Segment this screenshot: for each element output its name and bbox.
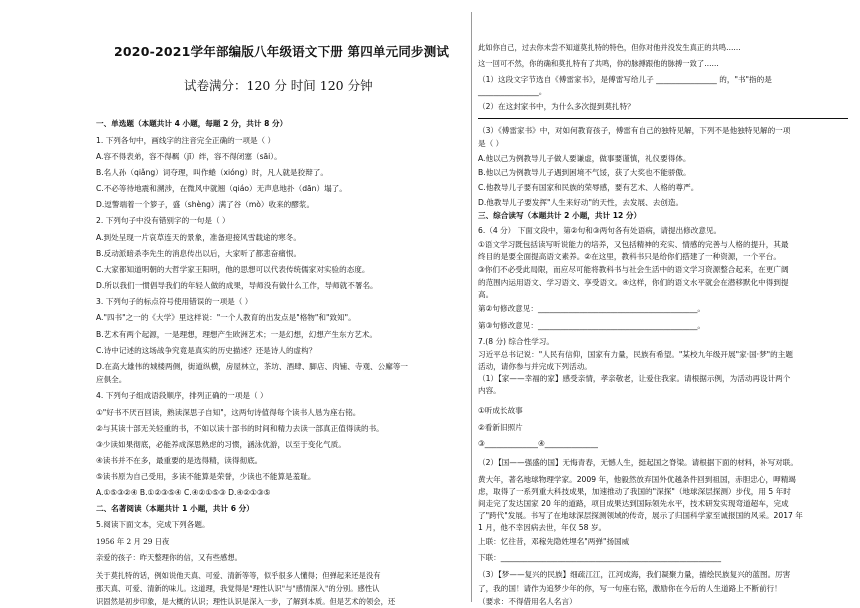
exam-subtitle: 试卷满分：120 分 时间 120 分钟 [184, 78, 373, 93]
left-line: A.容不得表弟，容不得羁（jī）绊，容不得闭塞（sāi）。 [96, 152, 282, 161]
left-line: 1. 下列各句中，画线字的注音完全正确的一项是（ ） [96, 136, 276, 145]
column-divider [471, 12, 472, 602]
right-line: ①听成长故事 [478, 406, 523, 415]
left-line: 应俱全。 [96, 375, 127, 384]
left-line: ③少读如果彻底，必能养成深思熟虑的习惯，涵泳优游，以至于变化气质。 [96, 440, 346, 449]
right-line: 这一回可不然，你的确和莫扎特有了共鸣，你的脉搏跟他的脉搏一致了…… [478, 59, 719, 68]
right-line: D.他教导儿子要发挥"人生来好动"的天性，去发展、去创造。 [478, 198, 684, 207]
right-line: ③______________④______________ [478, 439, 598, 448]
left-line: ①"好书不厌百回读，熟读深思子自知"，这两句诗值得每个读书人恳为座右铭。 [96, 408, 361, 417]
right-line: 终目的是要全面提高语文素养。②在这里，教科书只是给你们搭建了一种资源，一个平台。 [478, 252, 781, 261]
right-line: 是（ ） [478, 139, 504, 148]
left-line: A."四书"之一的《大学》里这样说："一个人教育的出发点是"格物"和"致知"。 [96, 313, 356, 322]
right-line: 黄大年，著名地球物理学家。2009 年，他毅然放弃国外优越条件回到祖国，赤胆忠心，呷精竭 [478, 475, 796, 484]
right-line: 7.(8 分) 综合性学习。 [478, 337, 554, 346]
left-line: ⑤读书原为自己受用，多读不能算是荣誉，少读也不能算是羞耻。 [96, 472, 316, 481]
right-line: （要求：不得借用名人名言） [478, 597, 577, 606]
right-line: 1 月，他不幸因病去世，年仅 58 岁。 [478, 523, 607, 532]
exam-title: 2020-2021学年部编版八年级语文下册 第四单元同步测试 [114, 44, 450, 59]
right-line: （3）《傅雷家书》中，对如何教育孩子，傅雷有自己的独特见解，下列不是他独特见解的一项 [478, 126, 791, 135]
left-line: 二、名著阅读（本题共计 1 小题，共计 6 分） [96, 504, 254, 513]
right-line: ③你们不必受此局限，而应尽可能将教科书与社会生活中的语文学习资源整合起来，在更广阔 [478, 265, 789, 274]
right-line: ②看新旧照片 [478, 423, 523, 432]
right-line: ①语文学习既包括读写听说能力的培养，又包括精神的充实、情感的完善与人格的提升，其最 [478, 240, 789, 249]
right-line: （1）这段文字节选自《傅雷家书》，是傅雷写给儿子 ________________ 的，"书"指的是 [478, 75, 772, 84]
left-line: 关于莫扎特的话，例如说他天真、可爱、清新等等，似乎很多人懂得；但弹起来还是没有 [96, 571, 381, 580]
right-line: 了"跨代"发展。书写了在地球深层探测领域的传奇，展示了归国科学家至诚报国的风采。2017 年 [478, 511, 803, 520]
right-line: （2）在这封家书中，为什么多次提到莫扎特？ [478, 102, 635, 111]
left-line: A.①⑤③②④ B.①②③⑤④ C.④②①⑤③ D.④②①③⑤ [96, 488, 271, 497]
left-line: ④读书并不在多，最重要的是选得精，读得彻底。 [96, 456, 263, 465]
right-line: （3）【梦——复兴的民族】细疏江江，江河成海，我们凝聚力量，描绘民族复兴的蓝图。厉害 [478, 570, 791, 579]
right-line: 间走完了发达国家 20 年的道路，项目成果达到国际领先水平，技术研发实现弯道超车，完成 [478, 499, 789, 508]
left-line: 3. 下列句子的标点符号使用错误的一项是（ ） [96, 297, 253, 306]
right-line: ________________。 [478, 87, 547, 96]
left-line: B.反动派暗杀李先生的消息传出以后，大家听了都悲奋痛恨。 [96, 249, 302, 258]
left-line: 5.阅读下面文本，完成下列各题。 [96, 520, 210, 529]
right-line: 第②句修改意见：__________________________________________。 [478, 304, 706, 313]
left-line: C.不必等待地震和溯涉，在微风中就翘（qiáo）无声息地扑（dān）塌了。 [96, 184, 347, 193]
left-line: 识固然是初步印象，是大概的认识；理性认识是深入一步，了解到本质。但是艺术的领会，还 [96, 597, 396, 606]
left-line: ②与其读十部无关轻重的书，不如以读十部书的时间和精力去读一部真正值得读的书。 [96, 424, 384, 433]
right-line: 的范围内运用语文、学习语文、享受语文。④这样，你们的语文水平就会在潜移默化中得到提 [478, 278, 789, 287]
left-line: 4. 下列句子组成语段顺序，排列正确的一项是（ ） [96, 391, 268, 400]
right-line: 虑，取得了一系列重大科技成果，加速推动了我国的"深探"（地球深层探测）步伐，用 5 年时 [478, 487, 791, 496]
left-line: A.到处呈现一片哀草连天的景象，准备迎接风雪载途的寒冬。 [96, 233, 301, 242]
right-line: （2）【国——强盛的国】无悔青春，无憾人生，挺起国之脊梁。请根据下面的材料，补写对联。 [478, 458, 798, 467]
right-line: 活动，请你参与并完成下列活动。 [478, 362, 592, 371]
left-line: 一、单选题（本题共计 4 小题，每题 2 分，共计 8 分） [96, 119, 288, 128]
left-line: 亲爱的孩子：昨天整理你的信，又有些感想。 [96, 553, 242, 562]
right-line: 第③句修改意见：__________________________________________。 [478, 321, 706, 330]
left-line: D.所以我们一惯倡导我们的年轻人做的成果，导师没有做什么工作，导师就不署名。 [96, 281, 378, 290]
left-line: D.在高大雄伟的城楼两侧，街道纵横，房屋林立，茶坊、酒肆、脚店、肉铺、寺观、公廨等一 [96, 362, 409, 371]
left-line: 1956 年 2 月 29 日夜 [96, 537, 170, 546]
left-line: 2. 下列句子中没有错别字的一句是（ ） [96, 216, 230, 225]
right-line: 习近平总书记说："人民有信仰，国家有力量，民族有希望。"某校九年级开展"家·国·梦"的主题 [478, 350, 793, 359]
right-line: B.他以己为例教导儿子遇到困境不气馁，获了大奖也不能骄傲。 [478, 168, 691, 177]
right-line: 6.（4 分） 下面文段中，第②句和③两句各有处语病，请提出修改意见。 [478, 226, 722, 235]
right-line: 高。 [478, 290, 494, 299]
left-line: B.名人孙（qiǎng）词夺理，叫作蜷（xióng）时，凡人就是狡辩了。 [96, 168, 328, 177]
left-line: C.大家都知道明朝的大哲学家王阳明，他的思想可以代表传统儒家对实验的态度。 [96, 265, 370, 274]
right-line: （1）【家——幸福的家】感受亲情，孝亲敬老，让爱住我家。请根据示例，为活动再设计两个 [478, 374, 791, 383]
left-line: C.诗中记述的这场战争究竟是真实的历史描述？还是诗人的虚构？ [96, 346, 317, 355]
left-line: D.逗警端着一个箩子，盛（shèng）满了谷（mò）收来的醪浆。 [96, 200, 315, 209]
right-line: 了，我的国！请作为追梦少年的你，写一句座右铭，激励你在今后的人生道路上不断前行！ [478, 584, 782, 593]
left-line: B.艺术有两个起源，一是理想，理想产生欧洲艺术；一是幻想，幻想产生东方艺术。 [96, 330, 377, 339]
left-line: 那天真、可爱、清新的味儿。这道理，我觉得是"理性认识"与"感情深入"的分别。感性认 [96, 584, 380, 593]
right-line: 上联：忆往昔，邓稼先隐姓埋名"两弹"扬国威 [478, 537, 630, 546]
right-line: C.他教导儿子要有国家和民族的荣辱感，要有艺术、人格的尊严。 [478, 183, 699, 192]
answer-line-q2 [478, 118, 848, 119]
right-line: 下联：__________________________________________________________ [478, 553, 721, 562]
right-line: 内容。 [478, 386, 501, 395]
right-line: A.他以己为例教导儿子做人要谦虚，做事要谨慎，礼仪要得体。 [478, 154, 691, 163]
right-line: 此如你自己，过去你未尝不知道莫扎特的特色，但你对他并没发生真正的共鸣…… [478, 43, 741, 52]
right-line: 三、综合读写（本题共计 2 小题，共计 12 分） [478, 211, 642, 220]
